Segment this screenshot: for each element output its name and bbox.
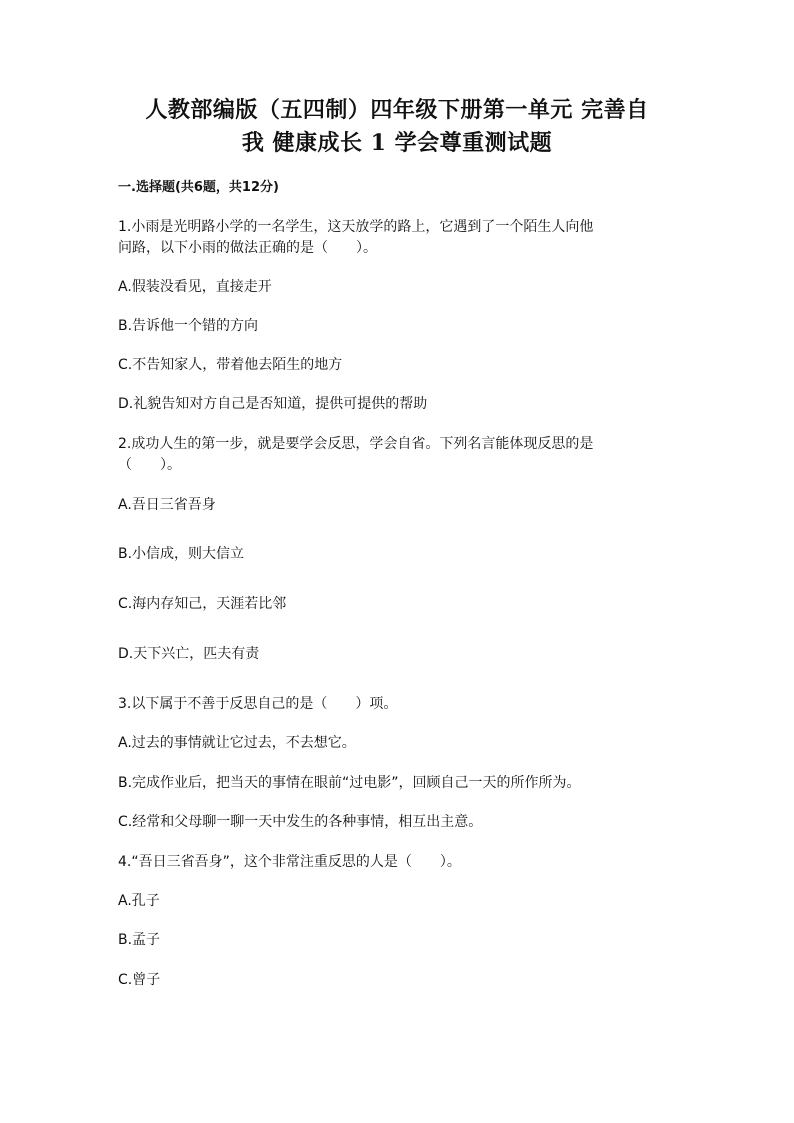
question-4-option-c: C.曾子 (118, 972, 161, 988)
question-3-option-b: B.完成作业后，把当天的事情在眼前“过电影”，回顾自己一天的所作所为。 (118, 775, 581, 791)
question-1-option-c: C.不告知家人，带着他去陌生的地方 (118, 357, 343, 373)
question-2-option-b: B.小信成，则大信立 (118, 546, 245, 562)
question-3-option-c: C.经常和父母聊一聊一天中发生的各种事情，相互出主意。 (118, 814, 483, 830)
question-1-stem-line-1: 1.小雨是光明路小学的一名学生，这天放学的路上，它遇到了一个陌生人向他 (118, 219, 594, 235)
question-4-option-a: A.孔子 (118, 893, 160, 909)
question-2-option-d: D.天下兴亡，匹夫有责 (118, 646, 260, 662)
document-title (100, 94, 694, 160)
question-2-option-a: A.吾日三省吾身 (118, 497, 216, 513)
question-4-stem: 4.“吾日三省吾身”，这个非常注重反思的人是（ ）。 (118, 854, 461, 870)
question-2-option-c: C.海内存知己，天涯若比邻 (118, 596, 287, 612)
question-1-option-b: B.告诉他一个错的方向 (118, 318, 259, 334)
question-3-option-a: A.过去的事情就让它过去，不去想它。 (118, 735, 356, 751)
question-1-stem-line-2: 问路，以下小雨的做法正确的是（ ）。 (118, 240, 377, 256)
question-3-stem: 3.以下属于不善于反思自己的是（ ）项。 (118, 696, 398, 712)
section-heading: 一.选择题(共6题，共12分) (118, 180, 279, 195)
question-1-option-d: D.礼貌告知对方自己是否知道，提供可提供的帮助 (118, 396, 428, 412)
question-1-option-a: A.假装没看见，直接走开 (118, 279, 272, 295)
question-4-option-b: B.孟子 (118, 932, 161, 948)
question-2-stem-line-2: （ ）。 (118, 457, 181, 473)
question-2-stem-line-1: 2.成功人生的第一步，就是要学会反思，学会自省。下列名言能体现反思的是 (118, 436, 594, 452)
title-line-1: 人教部编版（五四制）四年级下册第一单元 完善自 (145, 97, 649, 123)
title-line-2: 我 健康成长 1 学会尊重测试题 (241, 130, 553, 156)
